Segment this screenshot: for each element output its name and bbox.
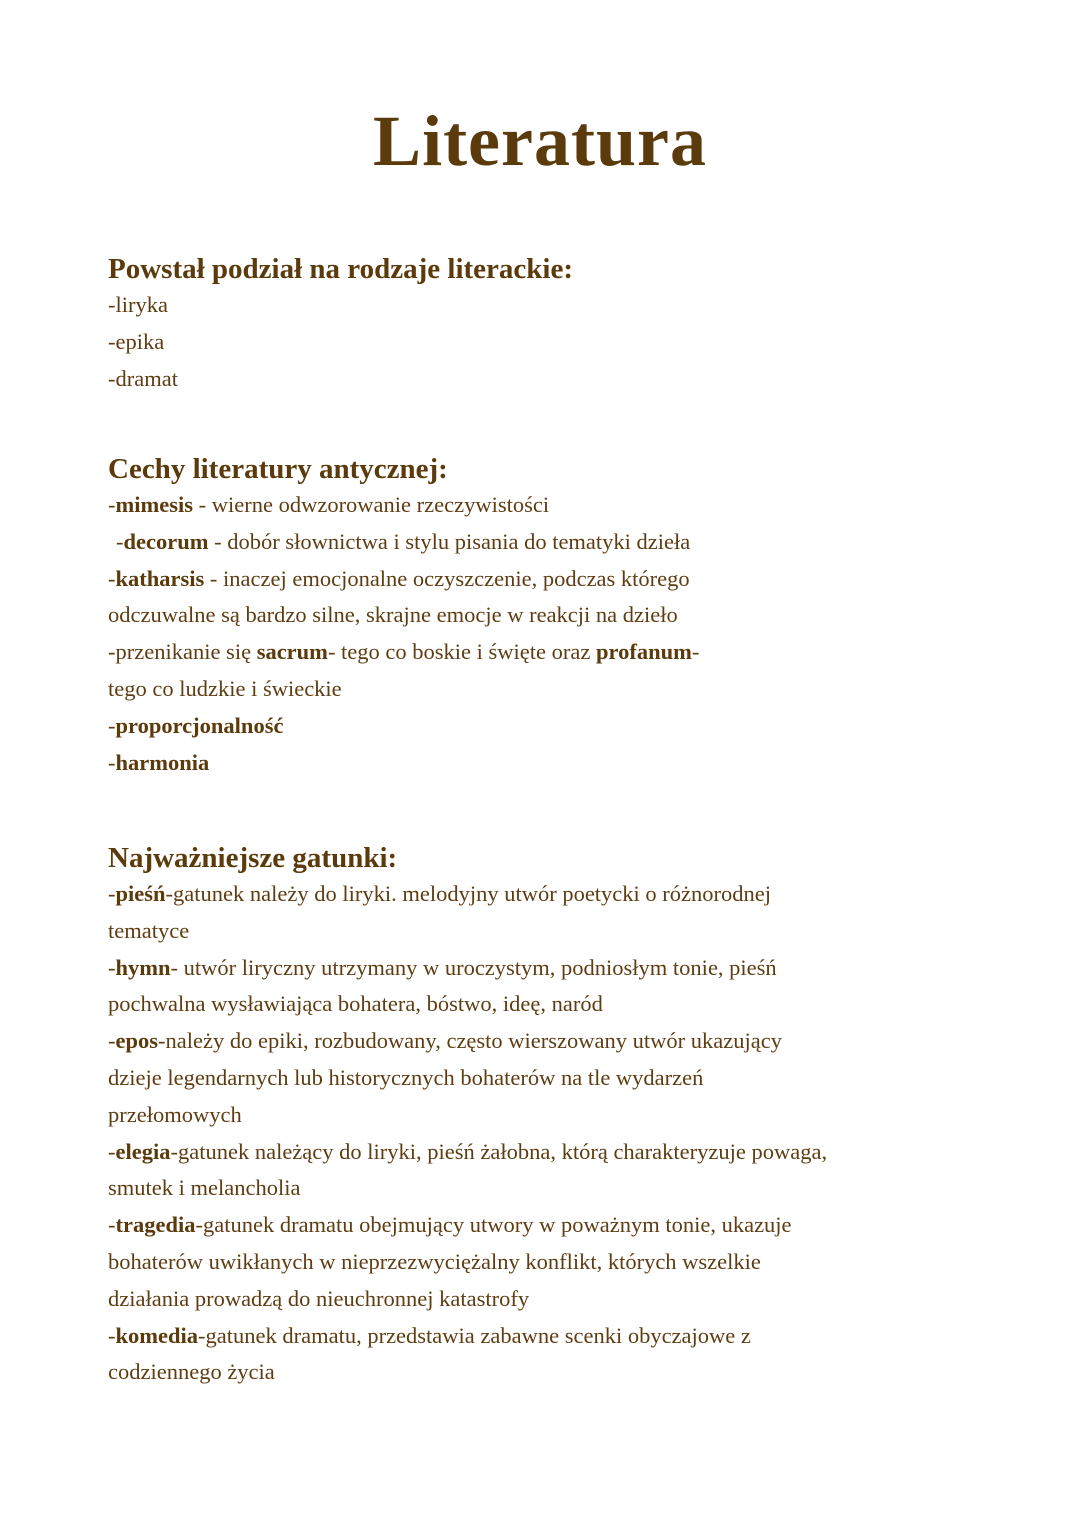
list-item: -dramat: [108, 365, 178, 391]
section-heading: Cechy literatury antycznej:: [108, 453, 448, 485]
list-item: [108, 634, 988, 671]
definition-continuation: bohaterów uwikłanych w nieprzezwyciężalny konflikt, których wszelkie: [108, 1248, 761, 1274]
genre-item-hymn: -hymn- utwór liryczny utrzymany w uroczystym, podniosłym tonie, pieśń: [108, 954, 777, 980]
list-item: [108, 487, 988, 524]
section-heading: Najważniejsze gatunki:: [108, 842, 398, 874]
list-item: -epika: [108, 328, 165, 354]
definition: - utwór liryczny utrzymany w uroczystym, podniosłym tonie, pieśń: [170, 954, 777, 980]
term: epos: [115, 1028, 159, 1054]
term: mimesis: [115, 492, 193, 517]
line-prefix: -: [108, 749, 116, 775]
list-item: -liryka: [108, 292, 168, 317]
line-prefix: -: [108, 565, 116, 591]
list-item: [108, 745, 988, 782]
definition-continuation: pochwalna wysławiająca bohatera, bóstwo, ideę, naród: [108, 991, 603, 1017]
definition: -gatunek dramatu obejmujący utwory w poważnym tonie, ukazuje: [195, 1212, 792, 1238]
definition: -gatunek należy do liryki. melodyjny utwór poetycki o różnorodnej: [165, 881, 771, 906]
definition-continuation: dzieje legendarnych lub historycznych bohaterów na tle wydarzeń: [108, 1064, 704, 1090]
genre-item-elegia: -elegia-gatunek należący do liryki, pieśń żałobna, którą charakteryzuje powaga,: [108, 1138, 828, 1164]
genre-item-epos: -epos-należy do epiki, rozbudowany, często wierszowany utwór ukazujący: [108, 1028, 782, 1054]
definition-continuation: odczuwalne są bardzo silne, skrajne emocje w reakcji na dzieło: [108, 602, 678, 628]
definition-continuation: codziennego życia: [108, 1359, 275, 1385]
term: decorum: [123, 528, 209, 554]
term: proporcjonalność: [115, 712, 284, 738]
page-title: Literatura: [373, 101, 707, 181]
definition: - wierne odwzorowanie rzeczywistości: [193, 492, 550, 517]
term: harmonia: [115, 749, 210, 775]
list-item: [108, 708, 988, 745]
definition: - dobór słownictwa i stylu pisania do tematyki dzieła: [208, 528, 691, 554]
list-item: [108, 561, 988, 598]
line-prefix: -: [108, 492, 116, 517]
term: profanum: [595, 639, 692, 665]
definition: - inaczej emocjonalne oczyszczenie, podczas którego: [204, 565, 690, 591]
genre-item-komedia: -komedia-gatunek dramatu, przedstawia zabawne scenki obyczajowe z: [108, 1322, 751, 1348]
definition: -gatunek dramatu, przedstawia zabawne scenki obyczajowe z: [198, 1322, 751, 1348]
term: tragedia: [115, 1212, 196, 1238]
section-main-genres: [108, 840, 988, 1391]
line-prefix: -: [108, 712, 116, 738]
list-item: [108, 524, 988, 561]
definition-continuation: działania prowadzą do nieuchronnej katastrofy: [108, 1285, 530, 1311]
definition-continuation: przełomowych: [108, 1101, 242, 1127]
definition-continuation: smutek i melancholia: [108, 1175, 301, 1201]
line-suffix: -: [691, 639, 700, 665]
genre-item-piesn: -pieśń-gatunek należy do liryki. melodyjny utwór poetycki o różnorodnej: [108, 881, 771, 906]
section-heading: Powstał podział na rodzaje literackie:: [108, 253, 574, 285]
definition: - tego co boskie i święte oraz: [327, 639, 596, 665]
genre-item-tragedia: -tragedia-gatunek dramatu obejmujący utwory w poważnym tonie, ukazuje: [108, 1212, 792, 1238]
definition-continuation: tego co ludzkie i świeckie: [108, 675, 342, 701]
term: hymn: [115, 954, 171, 980]
definition: -gatunek należący do liryki, pieśń żałobna, którą charakteryzuje powaga,: [170, 1138, 828, 1164]
section-ancient-literature-traits: [108, 451, 988, 781]
term: komedia: [115, 1322, 199, 1348]
term: elegia: [115, 1138, 171, 1164]
term: pieśń: [115, 881, 166, 906]
definition-continuation: tematyce: [108, 917, 190, 943]
term: katharsis: [115, 565, 205, 591]
line-prefix: -: [116, 528, 124, 554]
section-literary-kinds: [108, 251, 988, 397]
term: sacrum: [256, 639, 328, 665]
line-prefix: -przenikanie się: [108, 639, 257, 665]
definition: -należy do epiki, rozbudowany, często wierszowany utwór ukazujący: [158, 1028, 782, 1054]
